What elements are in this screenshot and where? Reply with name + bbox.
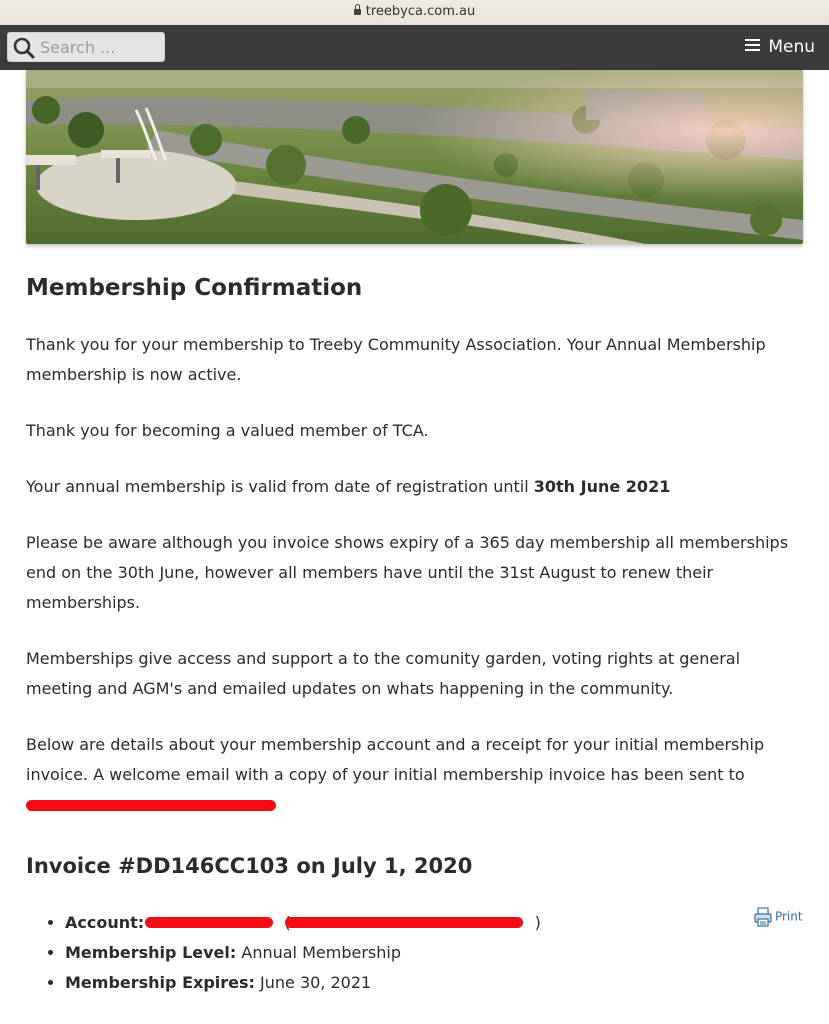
redacted-account-email [285,917,523,928]
membership-expires-value: June 30, 2021 [260,973,372,992]
browser-address-bar[interactable] [0,0,829,25]
hero-image [26,70,803,244]
paren-close: ) [534,913,541,932]
url-text: treebyca.com.au [365,4,476,19]
paragraph-validity [26,472,796,502]
printer-icon [754,907,772,927]
membership-expires-item [65,968,541,998]
search-icon [13,37,35,59]
paragraph-thank-you: Thank you for your membership to Treeby Community Association. Your Annual Membership membership is now active. [26,335,766,384]
membership-level-label: Membership Level: [65,943,237,962]
paragraph-valued-member: Thank you for becoming a valued member of TCA. [26,421,429,440]
print-label: Print [775,909,803,924]
validity-text: Your annual membership is valid from date of registration until [26,477,529,496]
membership-level-value: Annual Membership [241,943,401,962]
site-navbar [0,25,829,70]
paragraph-expiry-notice: Please be aware although you invoice shows expiry of a 365 day membership all memberships end on the 30th June, however all members have until the 31st August to renew their memberships. [26,533,789,612]
membership-level-item [65,938,541,968]
menu-button[interactable] [745,35,815,59]
lock-icon [354,9,361,15]
park-landscape-photo [26,70,803,244]
account-label: Account: [65,913,145,932]
hamburger-icon [745,39,760,51]
page-title: Membership Confirmation [26,275,363,301]
redacted-account-name [145,917,273,928]
membership-expires-label: Membership Expires: [65,973,255,992]
print-button[interactable] [754,907,803,927]
validity-date: 30th June 2021 [533,477,671,496]
main-content [26,270,796,790]
search-input[interactable] [40,35,160,59]
paragraph-benefits: Memberships give access and support a to the comunity garden, voting rights at general meeting and AGM's and emailed updates on whats happening in the community. [26,649,741,698]
redacted-email [26,800,276,811]
invoice-title: Invoice #DD146CC103 on July 1, 2020 [26,854,473,878]
paragraph-account-details: Below are details about your membership account and a receipt for your initial membership invoice. A welcome email with a copy of your initial membership invoice has been sent to [26,735,765,784]
menu-label: Menu [768,37,815,57]
search-box[interactable] [7,32,165,62]
